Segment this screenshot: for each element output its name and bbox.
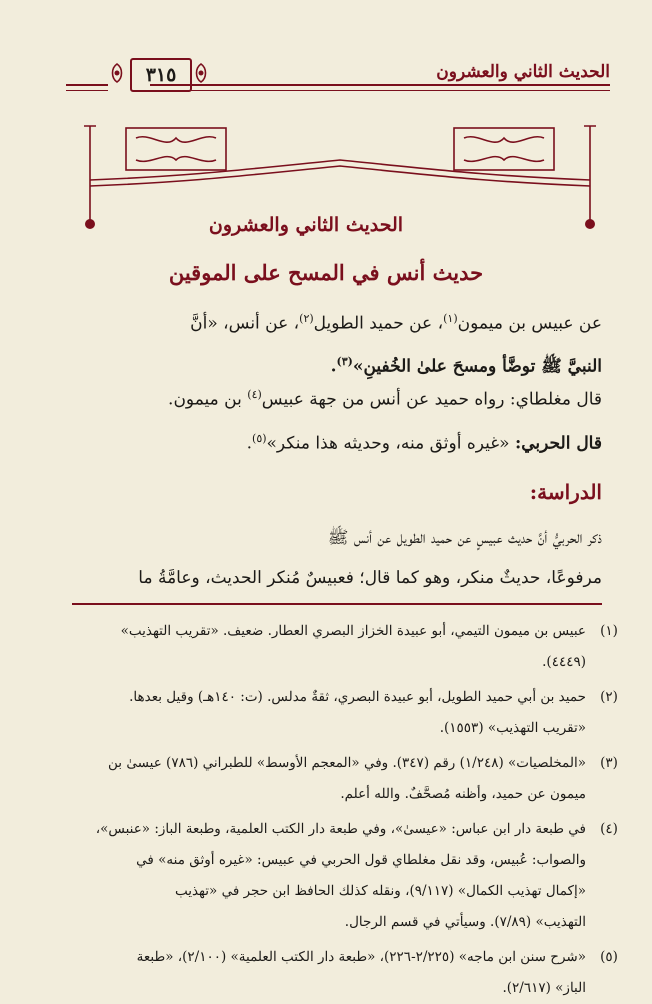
footnote-3 (50, 748, 622, 810)
footnote-line: «شرح سنن ابن ماجه» (٢/٢٢٥-٢٢٦)، «طبعة دار الكتب العلمية» (٢/١٠٠)، «طبعة (136, 949, 586, 965)
footnote-2 (50, 682, 622, 744)
footnote-4 (50, 814, 622, 938)
mughaltai-line (60, 376, 602, 419)
footnote-line: ميمون عن حميد، وأظنه مُصحَّفٌ. والله أعلم. (340, 786, 586, 802)
footnote-line: الباز» (٢/٦١٧). (502, 980, 586, 996)
footnote-line: التهذيب» (٧/٨٩). وسيأتي في قسم الرجال. (344, 914, 586, 930)
header-rule-left-thin (66, 90, 108, 91)
footnote-number: (٢) (600, 689, 618, 705)
mughaltai-fragment: قال مغلطاي: رواه حميد عن أنس من جهة عبيس (261, 389, 602, 410)
harbi-label: قال الحربي: (514, 433, 602, 454)
footnote-line: والصواب: عُبيس، وقد نقل مغلطاي قول الحربي في عبيس: «غيره أوثق منه» في (136, 852, 586, 868)
footnote-ref[interactable]: (٤) (247, 388, 262, 401)
hadith-fragment: . (330, 356, 337, 377)
footnote-number: (٣) (600, 755, 618, 771)
footnote-number: (٤) (600, 821, 618, 837)
study-line-2: مرفوعًا، حديثٌ منكر، وهو كما قال؛ فعبيسٌ مُنكر الحديث، وعامَّةُ ما (138, 568, 602, 588)
footnote-line: «تقريب التهذيب» (١٥٥٣). (439, 720, 586, 736)
footnote-line: «المخلصيات» (١/٢٤٨) رقم (٣٤٧). وفي «المعجم الأوسط» للطبراني (٧٨٦) عيسىٰ بن (108, 755, 586, 771)
page-number-ornament-icon (190, 62, 212, 84)
page-number-ornament-icon (106, 62, 128, 84)
study-text (60, 518, 602, 598)
footnotes (50, 616, 622, 1004)
header-rule-left (66, 84, 108, 86)
hadith-fragment: ، عن حميد الطويل (313, 313, 444, 334)
footnote-5 (50, 942, 622, 1004)
footnote-1 (50, 616, 622, 678)
harbi-fragment: «غيره أوثق منه، وحديثه هذا منكر» (266, 433, 515, 454)
footnote-line: (٤٤٤٩). (542, 654, 586, 670)
harbi-quote (60, 420, 602, 463)
footnote-line: عبيس بن ميمون التيمي، أبو عبيدة الخزاز البصري العطار. ضعيف. «تقريب التهذيب» (120, 623, 586, 639)
header-rule (150, 84, 610, 86)
section-title: الحديث الثاني والعشرون (208, 214, 404, 236)
mughaltai-quote (60, 376, 602, 419)
hadith-fragment: النبيَّ ﷺ توضَّأ ومسحَ علىٰ الخُفينِ» (352, 356, 602, 377)
hadith-title: حديث أنس في المسح على الموقين (168, 260, 484, 285)
mughaltai-fragment: بن ميمون. (168, 389, 248, 410)
hadith-line-1 (60, 300, 602, 343)
hadith-text (60, 300, 602, 385)
running-header (66, 58, 610, 98)
harbi-line (60, 420, 602, 463)
hadith-fragment: ، عن أنس، «أنَّ (190, 313, 300, 334)
footnote-line: حميد بن أبي حميد الطويل، أبو عبيدة البصري، ثقةٌ مدلس. (ت: ١٤٠هـ) وقيل بعدها. (129, 689, 586, 705)
footnote-number: (٥) (600, 949, 618, 965)
hadith-fragment: عن عبيس بن ميمون (457, 313, 602, 334)
footnote-ref[interactable]: (٣) (336, 354, 353, 368)
footnote-line: في طبعة دار ابن عباس: «عيسىٰ»، وفي طبعة دار الكتب العلمية، وطبعة الباز: «عنبس»، (95, 821, 586, 837)
study-line-1: ذكر الحربيُّ أنَّ حديث عبيسٍ عن حميد الطويل عن أنس ﷺ (327, 528, 602, 548)
study-heading: الدراسة: (529, 480, 602, 504)
header-rule-thin (150, 90, 610, 91)
footnote-number: (١) (600, 623, 618, 639)
page-number: ٣١٥ (130, 58, 192, 92)
footnote-ref[interactable]: (٥) (252, 432, 267, 445)
harbi-fragment: . (246, 433, 253, 454)
footnote-line: «إكمال تهذيب الكمال» (٩/١١٧)، ونقله كذلك الحافظ ابن حجر في «تهذيب (174, 883, 586, 899)
running-title: الحديث الثاني والعشرون (436, 62, 610, 82)
footnote-separator (72, 603, 602, 605)
footnote-ref[interactable]: (٢) (299, 312, 314, 325)
footnote-ref[interactable]: (١) (443, 312, 458, 325)
